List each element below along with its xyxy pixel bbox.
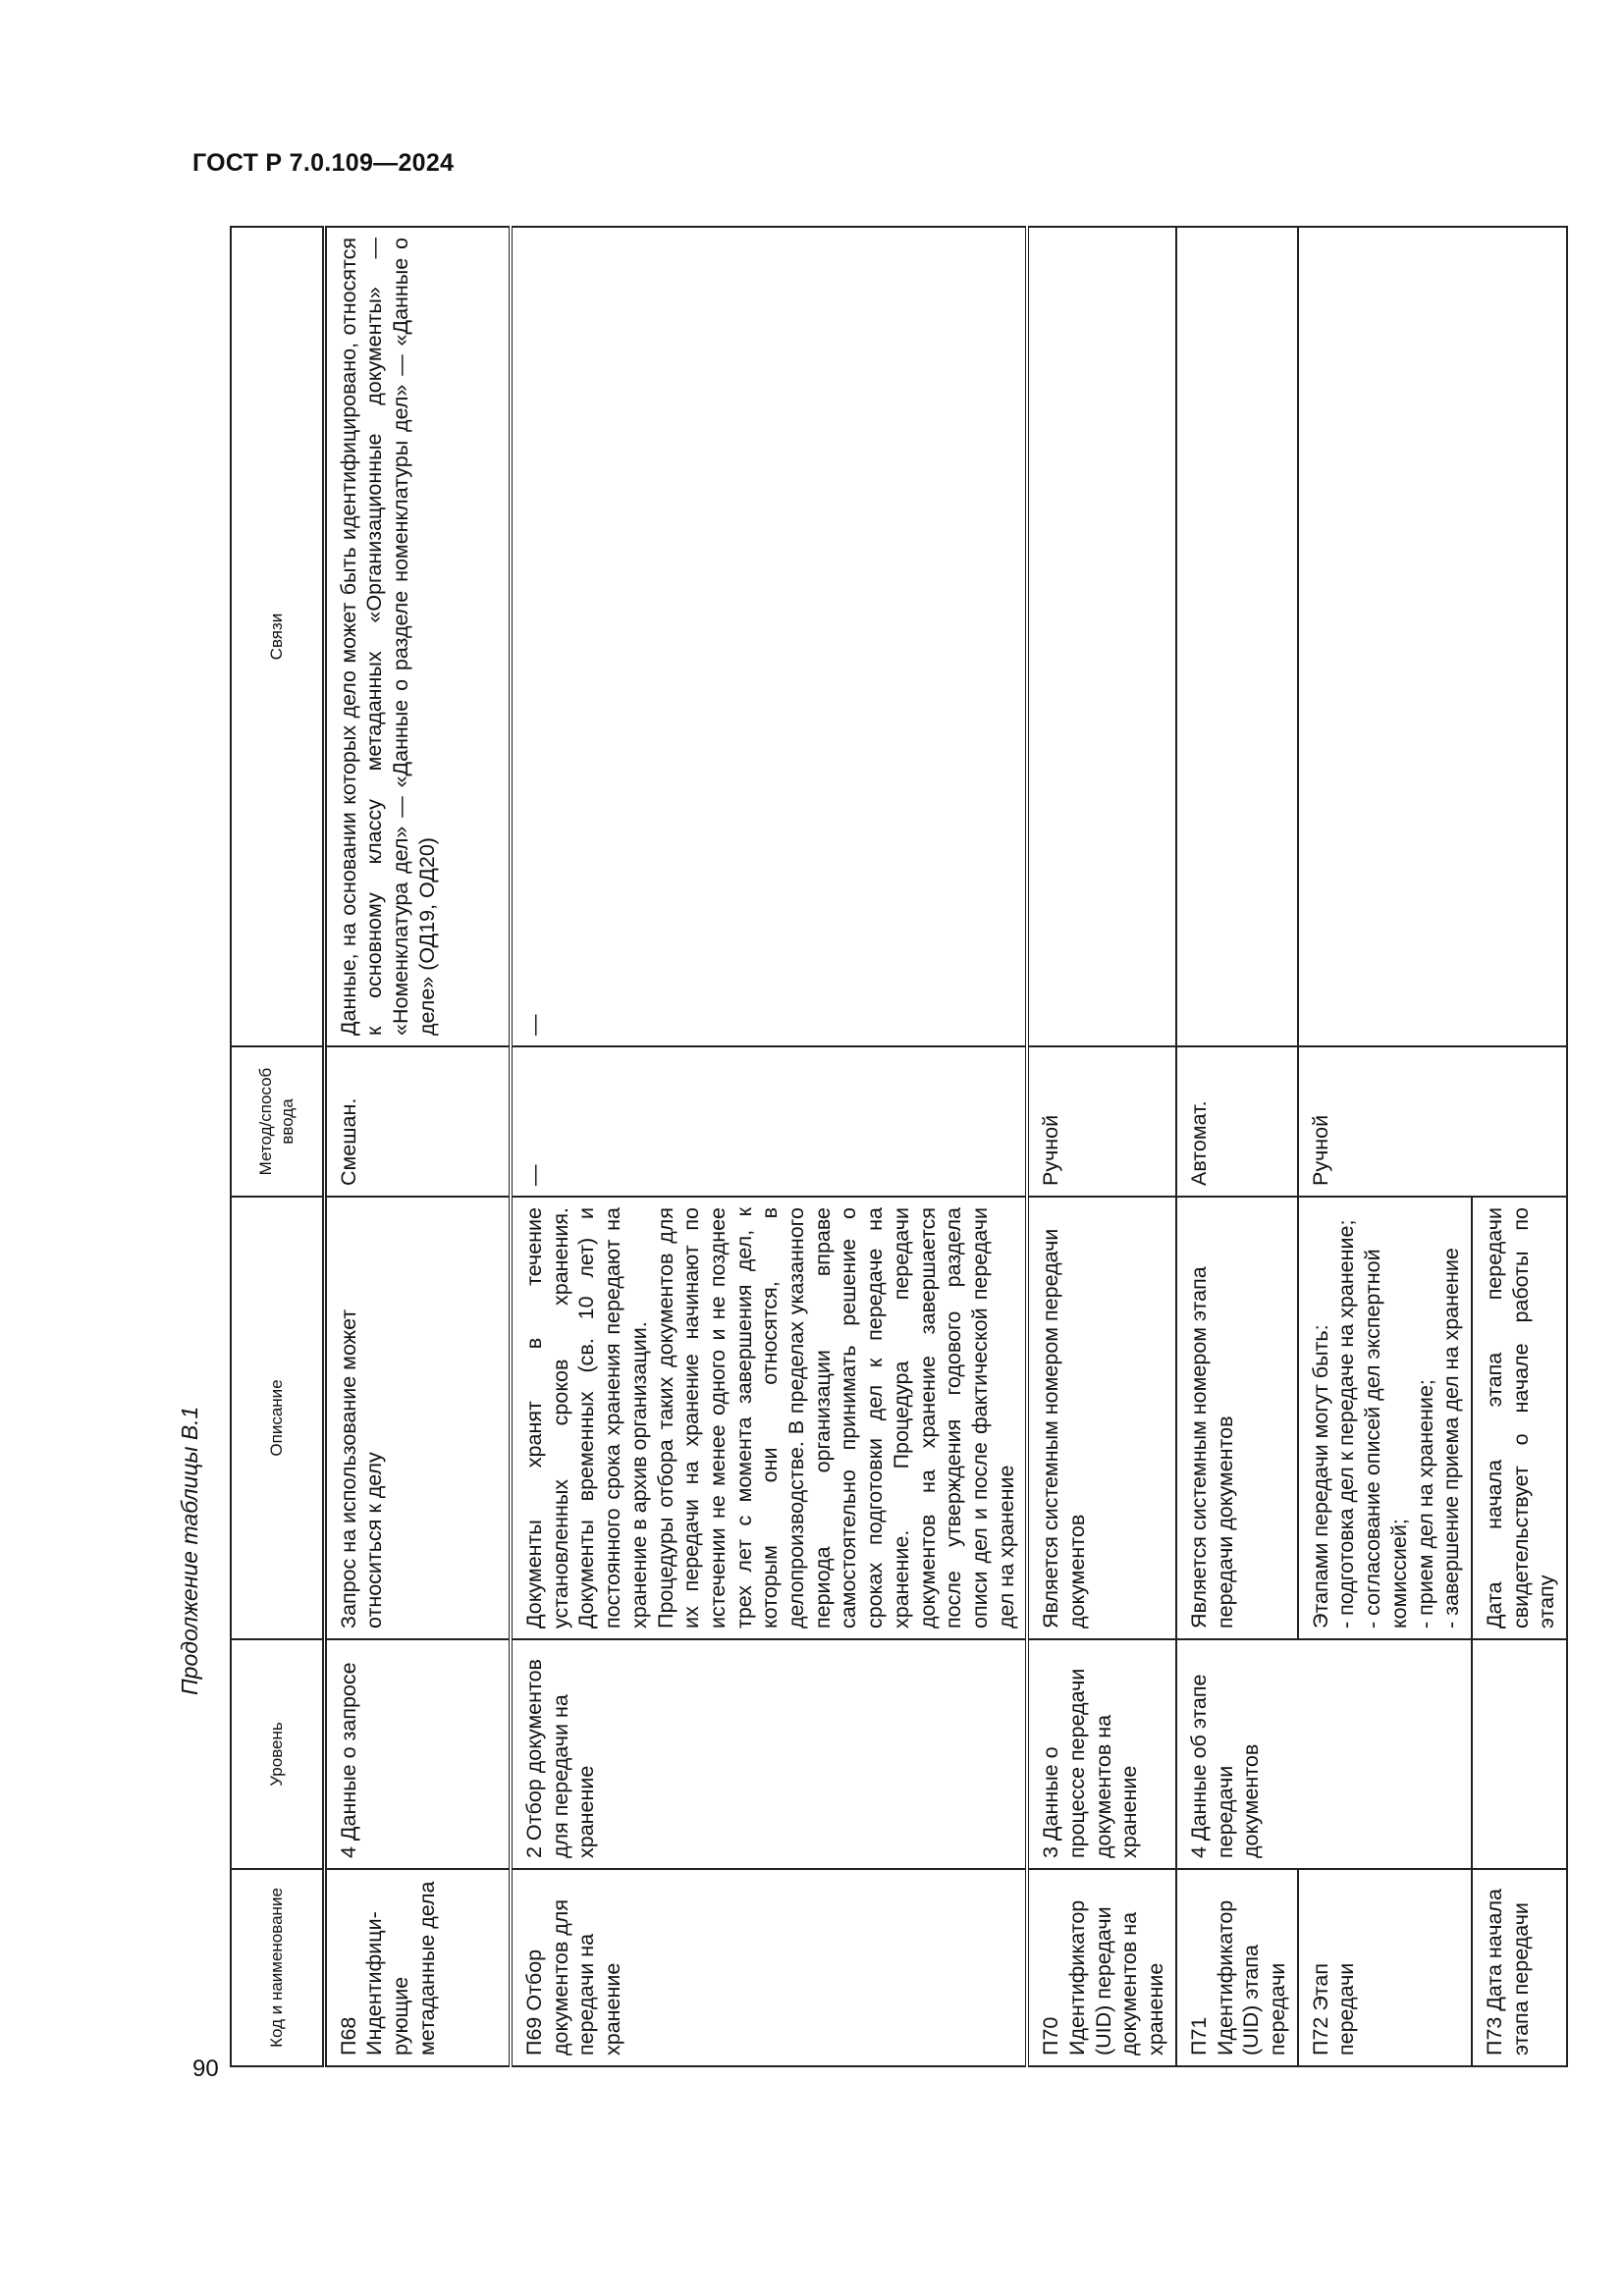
cell-links <box>1176 227 1298 1046</box>
cell-description: Дата начала этапа передачи свидетельствует о начале работы по этапу <box>1472 1197 1567 1639</box>
caption-wrap <box>173 1340 212 1733</box>
description-paragraph: Документы хранят в течение установленных сроков хранения. Документы временных (св. 10 лет) и постоянного срока хранения передают на хранение в архив организации. <box>522 1207 651 1629</box>
table-caption: Продолжение таблицы В.1 <box>177 1406 202 1695</box>
cell-level: 4 Данные о запросе <box>324 1639 511 1869</box>
cell-links: — <box>511 227 1027 1046</box>
page-number: 90 <box>192 2056 219 2082</box>
cell-links: Данные, на основании которых дело может быть идентифицировано, относятся к основному классу метаданных «Организационные документы» — «Номенклатура дел» — «Данные о разделе номенклатуры дел» — «Данные о деле» (ОД19, ОД20) <box>324 227 511 1046</box>
cell-method: Смешан. <box>324 1046 511 1197</box>
cell-level: 2 Отбор документов для передачи на хранение <box>511 1639 1027 1869</box>
cell-links <box>1298 227 1567 1046</box>
table-row <box>324 227 511 2066</box>
rotated-table-wrapper <box>230 228 1559 2067</box>
cell-method: Ручной <box>1298 1046 1567 1197</box>
column-header-links: Связи <box>231 227 324 1046</box>
cell-links <box>1027 227 1176 1046</box>
column-header-level: Уровень <box>231 1639 324 1869</box>
stages-list <box>1333 1207 1465 1629</box>
column-header-method: Метод/способ ввода <box>231 1046 324 1197</box>
column-header-description: Описание <box>231 1197 324 1639</box>
table-header-row <box>231 227 324 2066</box>
cell-description: Является системным номером передачи документов <box>1027 1197 1176 1639</box>
column-header-code: Код и наименование <box>231 1869 324 2066</box>
cell-level: 4 Данные об этапе передачи документов <box>1176 1639 1472 1869</box>
list-item: - завершение приема дел на хранение <box>1439 1248 1464 1629</box>
cell-code: П71 Идентификатор (UID) этапа передачи <box>1176 1869 1298 2066</box>
list-item: - согласование описей дел экспертной комиссией; <box>1361 1249 1411 1629</box>
list-item: - подготовка дел к передаче на хранение; <box>1334 1219 1359 1629</box>
list-item: - прием дел на хранение; <box>1413 1379 1437 1629</box>
cell-method: Автомат. <box>1176 1046 1298 1197</box>
table-row <box>1176 227 1298 2066</box>
table-row <box>1027 227 1176 2066</box>
description-paragraph: Процедуры отбора таких документов для их передачи на хранение начинают по истечении не менее одного и не позднее трех лет с момента завершения дел, к которым они относятся, в делопроизводстве. В пределах указанного периода организации вправе самостоятельно принимать решение о сроках подготовки дел к передаче на хранение. Процедура передачи документов на хранение завершается после утверждения годового раздела описи дел и после фактической передачи дел на хранение <box>653 1207 1018 1629</box>
cell-code: П73 Дата начала этапа передачи <box>1472 1869 1567 2066</box>
cell-code: П68 Индентифици-рующие метаданные дела <box>324 1869 511 2066</box>
description-intro: Этапами передачи могут быть: <box>1308 1324 1332 1629</box>
cell-method: — <box>511 1046 1027 1197</box>
document-header: ГОСТ Р 7.0.109—2024 <box>192 149 455 177</box>
cell-method: Ручной <box>1027 1046 1176 1197</box>
cell-level: 3 Данные о процессе передачи документов на хранение <box>1027 1639 1176 1869</box>
cell-code: П72 Этап передачи <box>1298 1869 1472 2066</box>
cell-level-empty <box>1472 1639 1567 1869</box>
cell-description <box>511 1197 1027 1639</box>
cell-description <box>1298 1197 1472 1639</box>
cell-code: П69 Отбор документов для передачи на хранение <box>511 1869 1027 2066</box>
cell-code: П70 Идентификатор (UID) передачи документов на хранение <box>1027 1869 1176 2066</box>
metadata-table <box>230 226 1568 2067</box>
cell-description: Является системным номером этапа передачи документов <box>1176 1197 1298 1639</box>
cell-description: Запрос на использование может относиться к делу <box>324 1197 511 1639</box>
table-row <box>511 227 1027 2066</box>
